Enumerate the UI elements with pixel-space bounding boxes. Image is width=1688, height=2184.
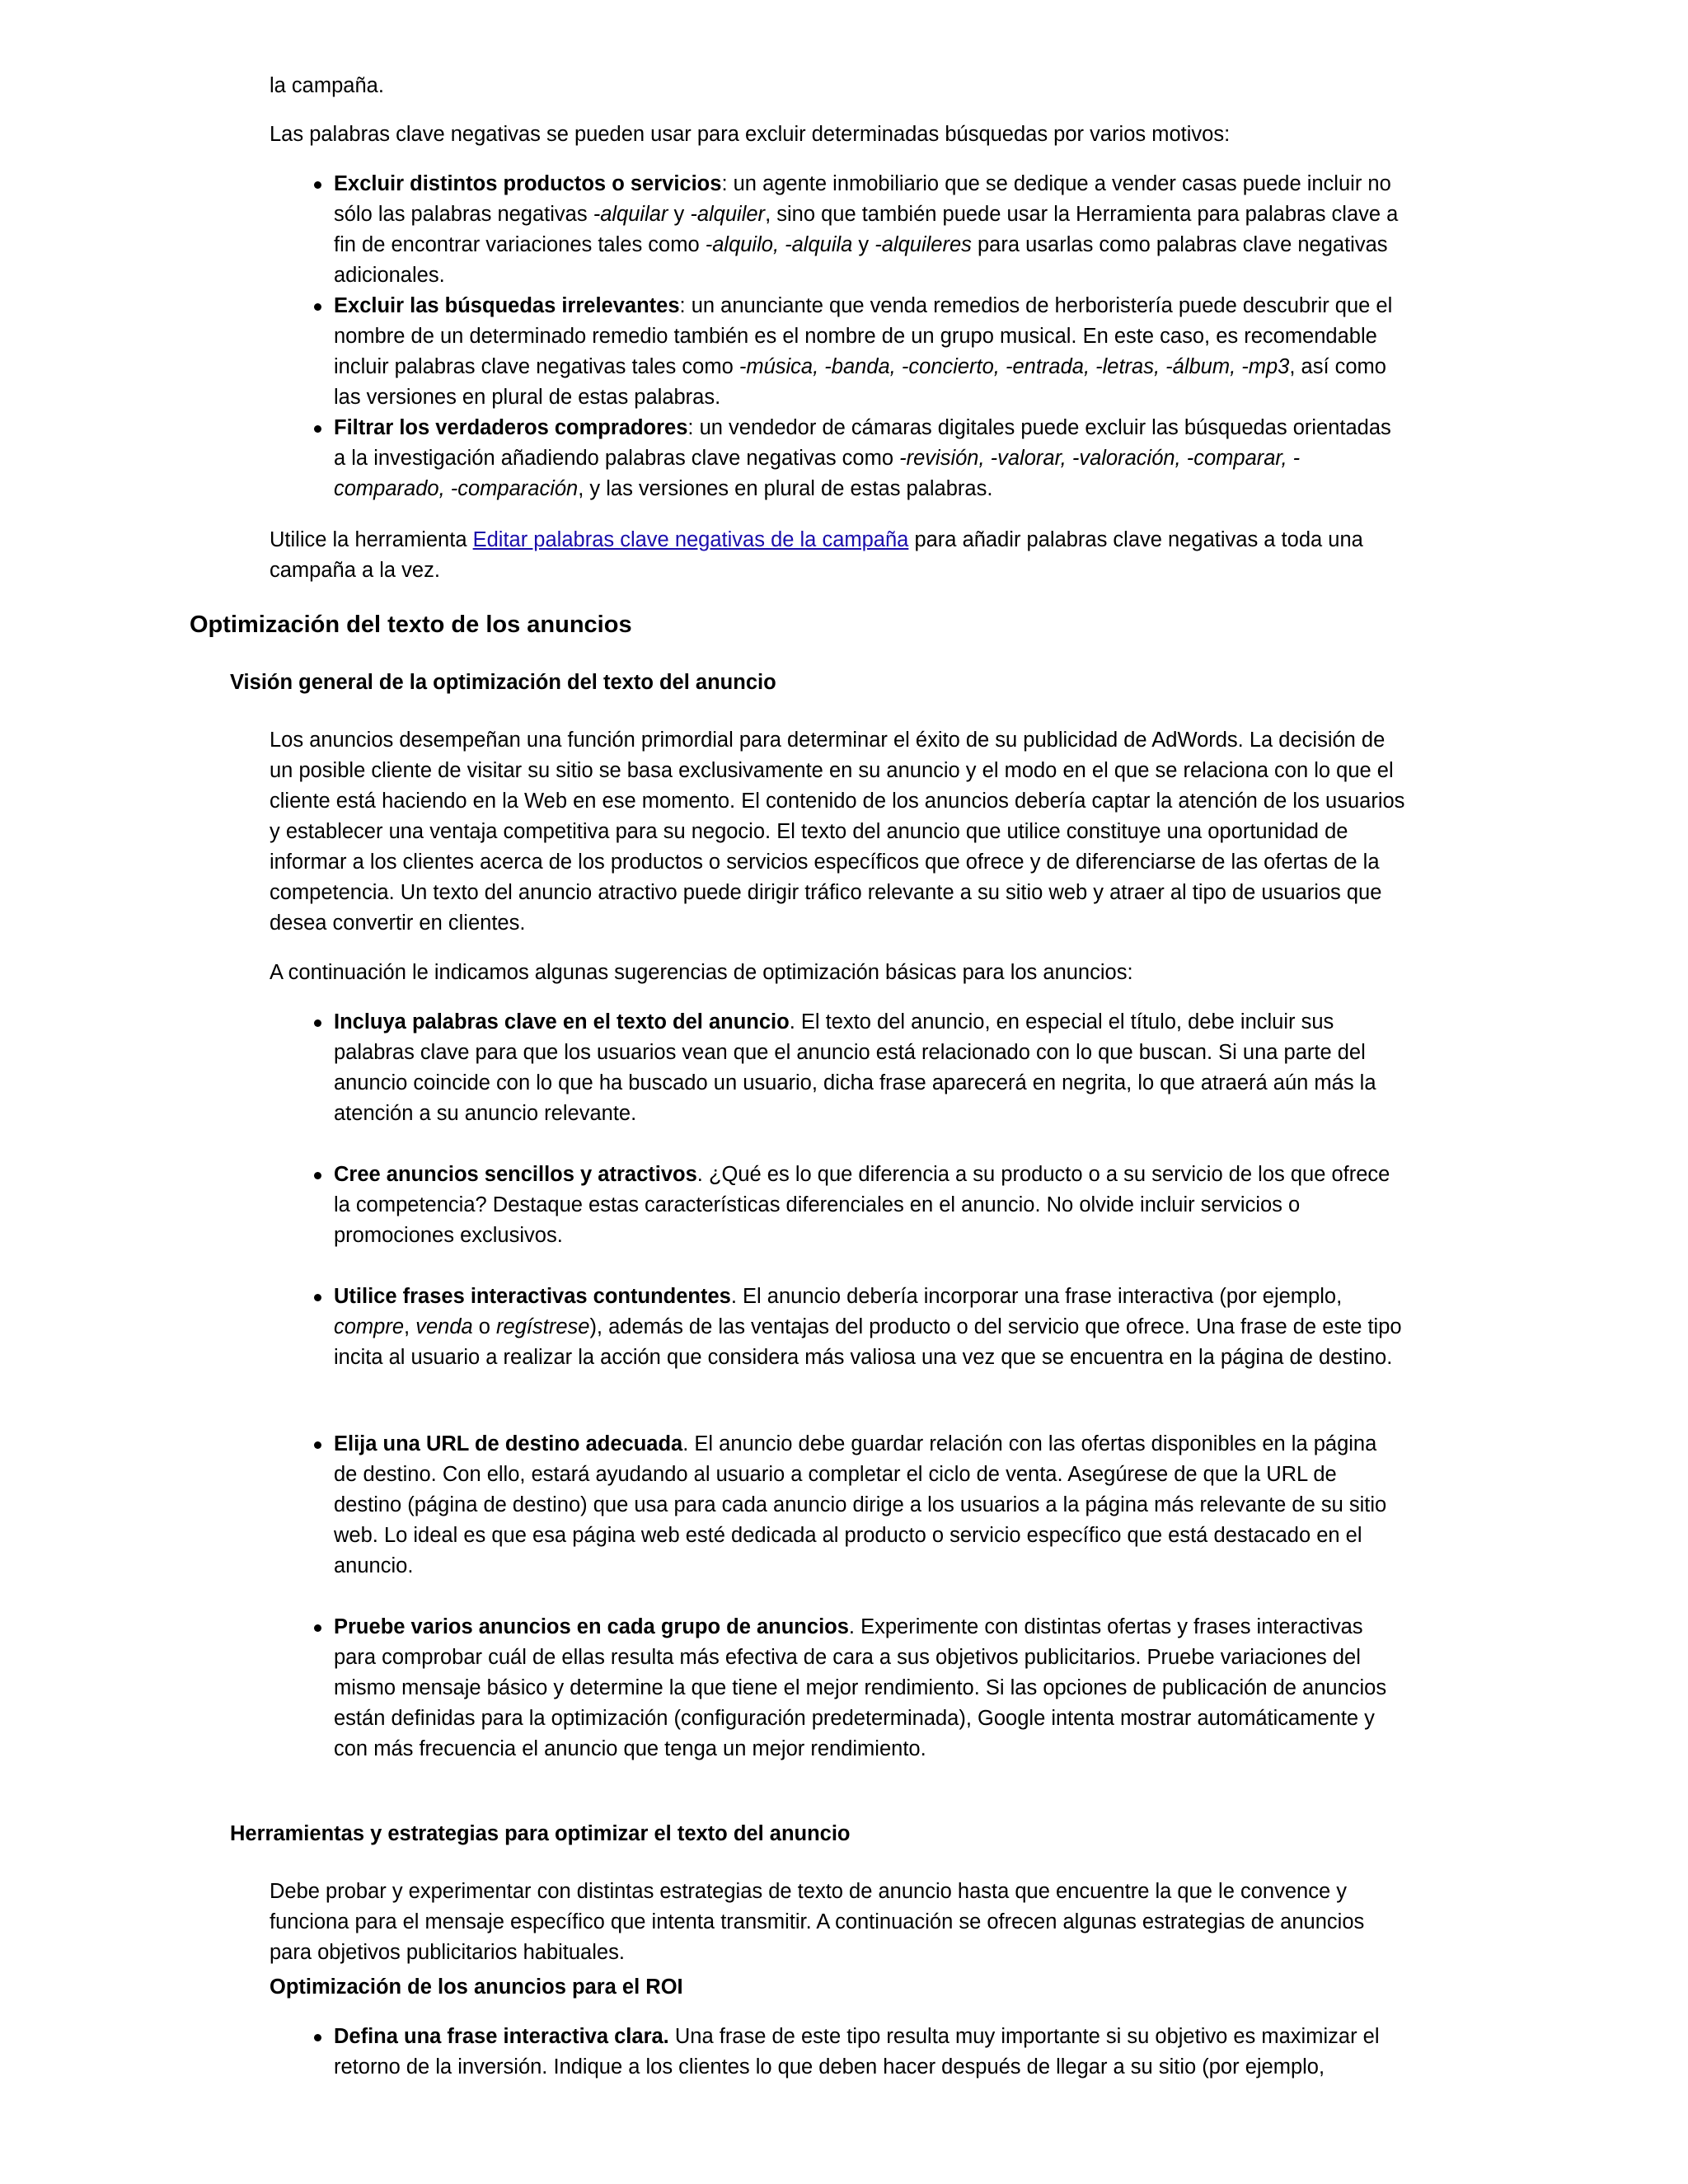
bullet-text: . El anuncio debe guardar relación con las ofertas disponibles en la página de destino. Con ello, estará ayudando al usuario a completar el ciclo de venta. Asegúrese de que la URL de destino (página de destino) que usa para cada anuncio dirige a los usuarios a la página más relevante de su sitio web. Lo ideal es que esa página web esté dedicada al producto o servicio específico que está destacado en el anuncio. — [334, 1432, 1387, 1577]
section-heading: Optimización del texto de los anuncios — [190, 612, 632, 638]
suggestions-intro: A continuación le indicamos algunas sugerencias de optimización básicas para los anuncios: — [270, 961, 1133, 984]
list-item — [334, 1282, 1405, 1373]
bullet-text: ), además de las ventajas del producto o del servicio que ofrece. Una frase de este tipo incita al usuario a realizar la acción que considera más valiosa una vez que se encuentra en la página de destino. — [334, 1315, 1402, 1369]
bullet-title: Incluya palabras clave en el texto del anuncio — [334, 1010, 790, 1033]
roi-list — [334, 2022, 1405, 2083]
bullet-text: : un anunciante que venda remedios de herboristería puede descubrir que el nombre de un determinado remedio también es el nombre de un grupo musical. En este caso, es recomendable incluir palabras clave negativas tales como — [334, 294, 1393, 378]
strategies-paragraph: Debe probar y experimentar con distintas estrategias de texto de anuncio hasta que encuentre la que le convence y funciona para el mensaje específico que intenta transmitir. A continuación se ofrecen algunas estrategias de anuncios para objetivos publicitarios habituales. — [270, 1880, 1365, 1964]
bullet-text: . El texto del anuncio, en especial el título, debe incluir sus palabras clave para que los usuarios vean que el anuncio está relacionado con lo que buscan. Si una parte del anuncio coincide con lo que ha buscado un usuario, dicha frase aparecerá en negrita, lo que atraerá aún más la atención a su anuncio relevante. — [334, 1010, 1376, 1125]
tool-paragraph — [270, 525, 1407, 586]
bullet-text: . ¿Qué es lo que diferencia a su producto o a su servicio de los que ofrece la competencia? Destaque estas características diferenciales en el anuncio. No olvide incluir servicios o promociones exclusivos. — [334, 1163, 1390, 1247]
example-keyword: -alquilo, -alquila — [705, 233, 853, 256]
bullet-text: . El anuncio debería incorporar una frase interactiva (por ejemplo, — [730, 1285, 1343, 1308]
example-keyword: -alquileres — [874, 233, 972, 256]
example-word: regístrese — [496, 1315, 590, 1338]
list-item — [334, 1160, 1405, 1251]
example-keyword: -alquiler — [690, 203, 766, 226]
list-item — [334, 291, 1405, 413]
list-item — [334, 413, 1405, 504]
tool-text: para añadir palabras clave negativas a toda una campaña a la vez. — [270, 528, 1363, 582]
list-item — [334, 169, 1405, 291]
subsection-heading: Herramientas y estrategias para optimizar el texto del anuncio — [230, 1822, 851, 1845]
bullet-title: Excluir distintos productos o servicios — [334, 172, 722, 195]
bullet-title: Utilice frases interactivas contundentes — [334, 1285, 731, 1308]
bullet-text: o — [472, 1315, 497, 1338]
bullet-text: , — [404, 1315, 416, 1338]
bullet-text: : un vendedor de cámaras digitales puede excluir las búsquedas orientadas a la investigación añadiendo palabras clave negativas como — [334, 416, 1391, 470]
negative-keywords-intro: Las palabras clave negativas se pueden usar para excluir determinadas búsquedas por varios motivos: — [270, 123, 1231, 146]
example-keyword: -música, -banda, -concierto, -entrada, -letras, -álbum, -mp3 — [738, 355, 1290, 378]
roi-heading: Optimización de los anuncios para el ROI — [270, 1975, 683, 1999]
bullet-text: y — [668, 203, 691, 226]
bullet-title: Pruebe varios anuncios en cada grupo de anuncios — [334, 1615, 849, 1638]
continued-text: la campaña. — [270, 74, 384, 97]
subsection-heading: Visión general de la optimización del texto del anuncio — [230, 671, 776, 694]
bullet-title: Filtrar los verdaderos compradores — [334, 416, 688, 439]
bullet-text: . Experimente con distintas ofertas y frases interactivas para comprobar cuál de ellas resulta más efectiva de cara a sus objetivos publicitarios. Pruebe variaciones del mismo mensaje básico y determine la que tiene el mejor rendimiento. Si las opciones de publicación de anuncios están definidas para la optimización (configuración predeterminada), Google intenta mostrar automáticamente y con más frecuencia el anuncio que tenga un mejor rendimiento. — [334, 1615, 1387, 1760]
list-item — [334, 1007, 1405, 1129]
bullet-title: Cree anuncios sencillos y atractivos — [334, 1163, 697, 1186]
bullet-text: y — [852, 233, 875, 256]
list-item — [334, 1429, 1405, 1582]
bullet-title: Defina una frase interactiva clara. — [334, 2025, 669, 2048]
bullet-text: : un agente inmobiliario que se dedique a vender casas puede incluir no sólo las palabras negativas — [334, 172, 1391, 226]
bullet-text: , así como las versiones en plural de estas palabras. — [334, 355, 1386, 409]
example-keyword: -alquilar — [593, 203, 668, 226]
bullet-text: , sino que también puede usar la Herramienta para palabras clave a fin de encontrar variaciones tales como — [334, 203, 1399, 256]
example-keyword: -revisión, -valorar, -valoración, -comparar, -comparado, -comparación — [334, 447, 1301, 500]
bullet-text: para usarlas como palabras clave negativas adicionales. — [334, 233, 1388, 287]
bullet-title: Elija una URL de destino adecuada — [334, 1432, 683, 1455]
negative-keywords-list — [334, 169, 1405, 504]
bullet-text: , y las versiones en plural de estas palabras. — [578, 477, 993, 500]
bullet-title: Excluir las búsquedas irrelevantes — [334, 294, 680, 317]
tool-text: Utilice la herramienta — [270, 528, 473, 551]
example-word: compre — [334, 1315, 405, 1338]
overview-paragraph: Los anuncios desempeñan una función primordial para determinar el éxito de su publicidad de AdWords. La decisión de un posible cliente de visitar su sitio se basa exclusivamente en su anuncio y el modo en el que se relaciona con lo que el cliente está haciendo en la Web en ese momento. El contenido de los anuncios debería captar la atención de los usuarios y establecer una ventaja competitiva para su negocio. El texto del anuncio que utilice constituye una oportunidad de informar a los clientes acerca de los productos o servicios específicos que ofrece y de diferenciarse de las ofertas de la competencia. Un texto del anuncio atractivo puede dirigir tráfico relevante a su sitio web y atraer al tipo de usuarios que desea convertir en clientes. — [270, 729, 1405, 935]
optimization-tips-list — [334, 1007, 1405, 1765]
bullet-text: Una frase de este tipo resulta muy importante si su objetivo es maximizar el retorno de la inversión. Indique a los clientes lo que deben hacer después de llegar a su sitio (por ejemplo, — [334, 2025, 1380, 2079]
list-item — [334, 2022, 1405, 2083]
edit-campaign-negative-keywords-link[interactable]: Editar palabras clave negativas de la campaña — [472, 528, 909, 551]
example-word: venda — [415, 1315, 473, 1338]
list-item — [334, 1612, 1405, 1765]
